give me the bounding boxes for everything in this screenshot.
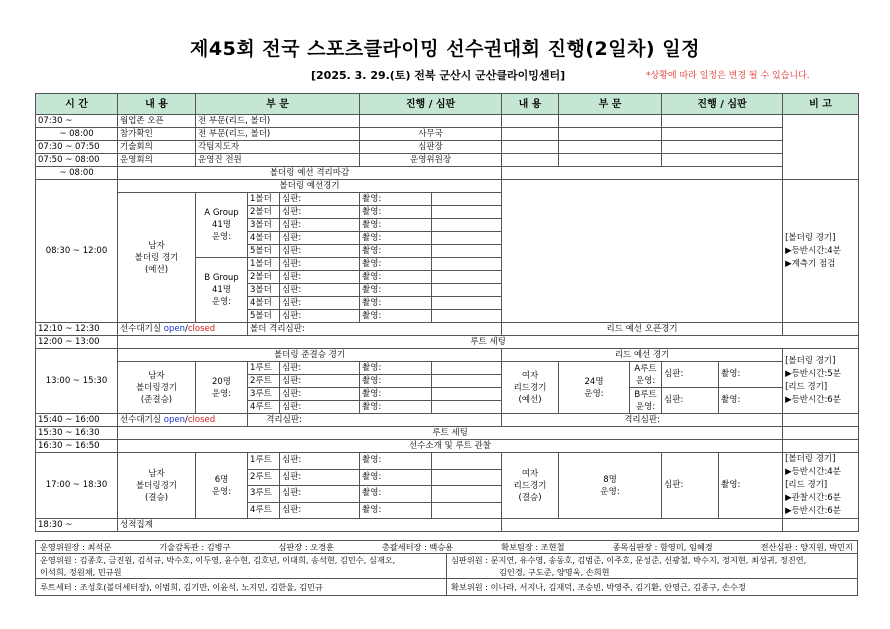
progress-cell: 사무국 (360, 128, 502, 141)
iso-judge-cell: 격리심판: (248, 414, 502, 427)
table-row (36, 362, 859, 375)
problem-cell: 1볼더 (248, 193, 280, 206)
judge-cell: 심판: (280, 502, 360, 519)
change-notice: *상황에 따라 일정은 변경 될 수 있습니다. (646, 71, 810, 81)
film-cell: 촬영: (360, 469, 432, 486)
table-row (36, 336, 859, 349)
table-row (36, 453, 859, 470)
progress-cell: 심판장 (360, 141, 502, 154)
problem-cell: 2볼더 (248, 271, 280, 284)
film-cell: 촬영: (360, 401, 432, 414)
time-cell: 12:10 ~ 12:30 (36, 323, 118, 336)
result-cell: 성적집계 (118, 519, 502, 532)
staff-chief-judge: 심판장 : 오경훈 (278, 542, 334, 552)
division-cell: 운영진 전원 (196, 154, 360, 167)
content-cell: 웜업존 오픈 (118, 115, 196, 128)
route-cell: 4루트 (248, 401, 280, 414)
isolation-cell: 볼더링 예선 격리마감 (118, 167, 502, 180)
header-content: 내 용 (118, 94, 196, 115)
division-cell: 전 부문(리드, 볼더) (196, 128, 360, 141)
section-header: 볼더링 준결승 경기 (118, 349, 502, 362)
judge-cell: 심판: (280, 284, 360, 297)
judge-cell: 심판: (280, 232, 360, 245)
event-date-venue: [2025. 3. 29.(토) 전북 군산시 군산클라이밍센터] (311, 69, 566, 82)
division-cell: 각팀지도자 (196, 141, 360, 154)
film-cell: 촬영: (360, 388, 432, 401)
route-cell: 1루트 (248, 362, 280, 375)
content-cell: 운영회의 (118, 154, 196, 167)
film-cell: 촬영: (360, 375, 432, 388)
film-cell: 촬영: (719, 388, 783, 414)
route-cell: 1루트 (248, 453, 280, 470)
staff-tech-director: 기술감독관 : 김병구 (159, 542, 231, 552)
waiting-room-cell: 선수대기실 open/closed (118, 414, 248, 427)
judge-cell: 심판: (280, 375, 360, 388)
route-setting-cell: 루트 세팅 (118, 336, 859, 349)
content-cell: 기술회의 (118, 141, 196, 154)
table-row (36, 427, 859, 440)
staff-belay-lead: 확보팀장 : 조현철 (501, 542, 565, 552)
time-cell: 07:30 ~ (36, 115, 118, 128)
time-cell: 18:30 ~ (36, 519, 118, 532)
staff-it-judges: 전산심판 : 양지원, 박민지 (760, 542, 853, 552)
iso-judge-cell: 볼더 격리심판: (248, 323, 502, 336)
judge-cell: 심판: (662, 388, 719, 414)
table-row (36, 414, 859, 427)
group-a-cell: A Group 41명 운영: (196, 193, 248, 258)
staff-row (36, 554, 858, 579)
route-cell: 2루트 (248, 375, 280, 388)
table-row (36, 180, 859, 193)
problem-cell: 4볼더 (248, 232, 280, 245)
table-row (36, 349, 859, 362)
film-cell: 촬영: (360, 232, 432, 245)
group-b-cell: B Group 41명 운영: (196, 258, 248, 323)
problem-cell: 3볼더 (248, 219, 280, 232)
time-cell: 16:30 ~ 16:50 (36, 440, 118, 453)
lead-count-cell: 8명 운영: (559, 453, 662, 519)
staff-setters: 루트세터 : 조성호(볼더세터장), 이범희, 김기만, 이윤석, 노지민, 김한울, 김민규 (36, 579, 447, 596)
problem-cell: 2볼더 (248, 206, 280, 219)
staff-table (35, 540, 858, 596)
judge-cell: 심판: (280, 362, 360, 375)
staff-chair: 운영위원장 : 최석문 (40, 542, 112, 552)
time-cell: 17:00 ~ 18:30 (36, 453, 118, 519)
header-time: 시 간 (36, 94, 118, 115)
header-content-2: 내 용 (502, 94, 559, 115)
judge-cell: 심판: (280, 486, 360, 503)
progress-cell: 운영위원장 (360, 154, 502, 167)
staff-belayers: 확보위원 : 이나라, 서지나, 김재덕, 조승빈, 박영주, 김기환, 안영근, 김종구, 손수정 (447, 579, 858, 596)
time-cell: 15:40 ~ 16:00 (36, 414, 118, 427)
film-cell: 촬영: (360, 271, 432, 284)
page-title: 제45회 전국 스포츠클라이밍 선수권대회 진행(2일차) 일정 (190, 38, 700, 60)
header-division: 부 문 (196, 94, 360, 115)
film-cell: 촬영: (360, 258, 432, 271)
schedule-table (35, 93, 859, 532)
staff-ops-committee: 운영위원 : 김종호, 금진원, 김석규, 박수호, 이두영, 윤수현, 김호년, 이대희, 송석현, 김민수, 심재오, 이석희, 정원채, 민규원 (36, 554, 447, 579)
staff-judges: 심판위원 : 문지연, 유수영, 송동호, 김범준, 이주호, 문성준, 신광철, 박수지, 정지현, 최성귀, 정진연, 김인경, 구도준, 양명욱, 손희현 (447, 554, 858, 579)
route-setting-cell: 루트 세팅 (118, 427, 783, 440)
judge-cell: 심판: (662, 362, 719, 388)
section-header: 볼더링 예선경기 (118, 180, 502, 193)
problem-cell: 1볼더 (248, 258, 280, 271)
staff-chief-setter: 총괄세터장 : 백승용 (381, 542, 454, 552)
film-cell: 촬영: (719, 362, 783, 388)
event-cell: 남자 볼더링경기 (준결승) (118, 362, 196, 414)
time-cell: 15:30 ~ 16:30 (36, 427, 118, 440)
problem-cell: 4볼더 (248, 297, 280, 310)
waiting-room-cell: 선수대기실 open/closed (118, 323, 248, 336)
film-cell: 촬영: (360, 310, 432, 323)
lead-count-cell: 24명 운영: (559, 362, 630, 414)
header-progress: 진행 / 심판 (360, 94, 502, 115)
content-cell: 참가확인 (118, 128, 196, 141)
film-cell: 촬영: (360, 245, 432, 258)
film-cell: 촬영: (360, 219, 432, 232)
header-note: 비 고 (783, 94, 859, 115)
table-row (36, 323, 859, 336)
lead-event-cell: 여자 리드경기 (예선) (502, 362, 559, 414)
staff-event-judges: 종목심판장 : 함영미, 임혜경 (612, 542, 713, 552)
judge-cell: 심판: (280, 193, 360, 206)
time-cell: 07:30 ~ 07:50 (36, 141, 118, 154)
header-division-2: 부 문 (559, 94, 662, 115)
note-cell: [볼더링 경기] ▶등반시간:4분 ▶계측기 점검 (783, 180, 859, 323)
film-cell: 촬영: (360, 206, 432, 219)
problem-cell: 5볼더 (248, 245, 280, 258)
staff-row (36, 579, 858, 596)
table-row (36, 519, 859, 532)
judge-cell: 심판: (280, 258, 360, 271)
judge-cell: 심판: (280, 469, 360, 486)
judge-cell: 심판: (280, 310, 360, 323)
table-row (36, 440, 859, 453)
header-row (36, 94, 859, 115)
problem-cell: 3볼더 (248, 284, 280, 297)
lead-route-a-cell: A루트 운영: (630, 362, 662, 388)
lead-event-cell: 여자 리드경기 (결승) (502, 453, 559, 519)
route-cell: 3루트 (248, 486, 280, 503)
division-cell: 전 부문(리드, 볼더) (196, 115, 360, 128)
note-cell: [볼더링 경기] ▶등반시간:5분 [리드 경기] ▶등반시간:6분 (783, 349, 859, 414)
staff-top-row (36, 541, 858, 554)
problem-cell: 5볼더 (248, 310, 280, 323)
header-progress-2: 진행 / 심판 (662, 94, 783, 115)
time-cell: ~ 08:00 (36, 167, 118, 180)
time-cell: ~ 08:00 (36, 128, 118, 141)
film-cell: 촬영: (360, 193, 432, 206)
film-cell: 촬영: (360, 362, 432, 375)
time-cell: 08:30 ~ 12:00 (36, 180, 118, 323)
judge-cell: 심판: (280, 453, 360, 470)
table-row (36, 128, 859, 141)
table-row (36, 167, 859, 180)
table-row (36, 141, 859, 154)
judge-cell: 심판: (280, 271, 360, 284)
event-cell: 남자 볼더링경기 (결승) (118, 453, 196, 519)
lead-route-b-cell: B루트 운영: (630, 388, 662, 414)
table-row (36, 154, 859, 167)
judge-cell: 심판: (662, 453, 719, 519)
judge-cell: 심판: (280, 401, 360, 414)
lead-open-cell: 리드 예선 오픈경기 (502, 323, 783, 336)
judge-cell: 심판: (280, 388, 360, 401)
judge-cell: 심판: (280, 206, 360, 219)
film-cell: 촬영: (360, 297, 432, 310)
route-cell: 4루트 (248, 502, 280, 519)
film-cell: 촬영: (360, 453, 432, 470)
time-cell: 12:00 ~ 13:00 (36, 336, 118, 349)
time-cell: 13:00 ~ 15:30 (36, 349, 118, 414)
film-cell: 촬영: (360, 486, 432, 503)
iso-judge-cell-right: 격리심판: (502, 414, 783, 427)
film-cell: 촬영: (719, 453, 783, 519)
film-cell: 촬영: (360, 502, 432, 519)
count-cell: 6명 운영: (196, 453, 248, 519)
judge-cell: 심판: (280, 245, 360, 258)
section-header: 리드 예선 경기 (502, 349, 783, 362)
table-row (36, 115, 859, 128)
intro-cell: 선수소개 및 루트 관찰 (118, 440, 783, 453)
count-cell: 20명 운영: (196, 362, 248, 414)
note-cell: [볼더링 경기] ▶등반시간:4분 [리드 경기] ▶관찰시간:6분 ▶등반시간:6분 (783, 453, 859, 519)
event-cell: 남자 볼더링 경기 (예선) (118, 193, 196, 323)
judge-cell: 심판: (280, 219, 360, 232)
route-cell: 2루트 (248, 469, 280, 486)
route-cell: 3루트 (248, 388, 280, 401)
time-cell: 07:50 ~ 08:00 (36, 154, 118, 167)
film-cell: 촬영: (360, 284, 432, 297)
judge-cell: 심판: (280, 297, 360, 310)
